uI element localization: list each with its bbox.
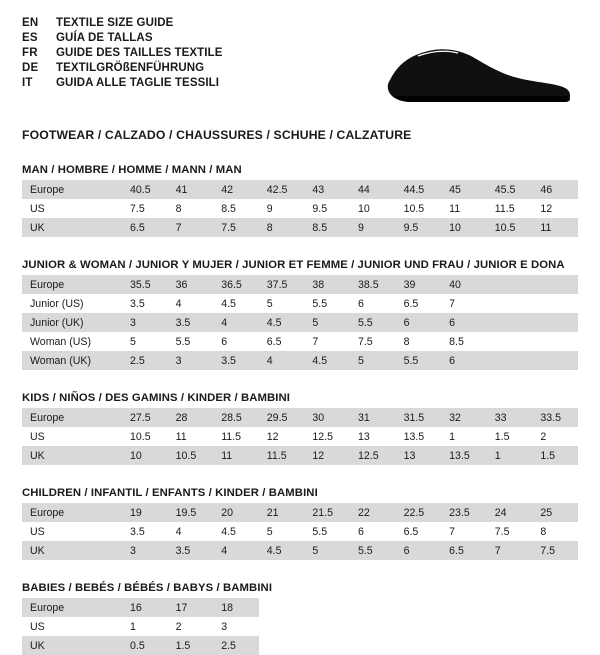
size-cell: 23.5 <box>441 503 487 522</box>
size-cell: 3.5 <box>168 313 214 332</box>
size-cell: 6 <box>396 541 442 560</box>
size-cell: 1 <box>122 617 168 636</box>
size-cell: 42.5 <box>259 180 305 199</box>
size-cell: 22 <box>350 503 396 522</box>
size-cell: 6 <box>350 294 396 313</box>
size-cell: 31.5 <box>396 408 442 427</box>
size-cell: 40 <box>441 275 487 294</box>
size-table-kids <box>22 408 578 465</box>
size-cell: 8.5 <box>304 218 350 237</box>
size-cell: 37.5 <box>259 275 305 294</box>
size-cell: 3 <box>122 541 168 560</box>
table-row <box>22 636 578 655</box>
size-cell <box>487 294 533 313</box>
size-cell-empty <box>441 636 487 655</box>
language-code: EN <box>22 17 39 29</box>
size-cell: 6.5 <box>396 294 442 313</box>
size-cell: 6 <box>441 313 487 332</box>
table-row <box>22 503 578 522</box>
row-label: Europe <box>22 503 122 522</box>
table-row <box>22 313 578 332</box>
size-cell: 10 <box>122 446 168 465</box>
size-cell: 7 <box>487 541 533 560</box>
language-title: GUIDA ALLE TAGLIE TESSILI <box>56 77 220 89</box>
row-label: UK <box>22 636 122 655</box>
size-cell: 4.5 <box>304 351 350 370</box>
language-row <box>22 18 223 33</box>
size-cell-empty <box>304 598 350 617</box>
size-cell <box>487 332 533 351</box>
size-cell: 4.5 <box>259 541 305 560</box>
size-cell-empty <box>487 598 533 617</box>
size-cell-empty <box>350 617 396 636</box>
size-cell: 19.5 <box>168 503 214 522</box>
size-cell: 9.5 <box>396 218 442 237</box>
language-code: FR <box>22 47 38 59</box>
size-cell: 7 <box>441 294 487 313</box>
size-cell: 5.5 <box>350 541 396 560</box>
row-label: US <box>22 427 122 446</box>
header <box>22 18 578 122</box>
size-cell: 32 <box>441 408 487 427</box>
size-cell-empty <box>487 617 533 636</box>
size-cell: 4 <box>213 313 259 332</box>
size-cell: 6.5 <box>122 218 168 237</box>
size-cell: 44.5 <box>396 180 442 199</box>
language-title: GUÍA DE TALLAS <box>56 32 153 44</box>
size-cell: 12.5 <box>304 427 350 446</box>
size-cell: 11.5 <box>213 427 259 446</box>
language-code: ES <box>22 32 38 44</box>
size-cell: 21.5 <box>304 503 350 522</box>
size-cell: 5 <box>350 351 396 370</box>
size-cell: 4 <box>259 351 305 370</box>
size-cell-empty <box>259 598 305 617</box>
size-cell: 17 <box>168 598 214 617</box>
size-cell: 11 <box>532 218 578 237</box>
row-label: Europe <box>22 180 122 199</box>
block-title: CHILDREN / INFANTIL / ENFANTS / KINDER / BAMBINI <box>22 487 318 499</box>
size-cell: 5 <box>122 332 168 351</box>
size-cell: 7.5 <box>487 522 533 541</box>
size-table-body <box>22 503 578 560</box>
size-cell: 4.5 <box>213 294 259 313</box>
size-cell: 4 <box>168 522 214 541</box>
size-cell: 1 <box>441 427 487 446</box>
size-cell-empty <box>304 617 350 636</box>
size-cell: 5 <box>259 522 305 541</box>
table-row <box>22 522 578 541</box>
size-cell: 7 <box>168 218 214 237</box>
size-cell: 13.5 <box>396 427 442 446</box>
row-label: UK <box>22 446 122 465</box>
size-cell: 43 <box>304 180 350 199</box>
size-cell: 5.5 <box>168 332 214 351</box>
size-cell: 8.5 <box>441 332 487 351</box>
table-row <box>22 218 578 237</box>
size-block-kids <box>22 392 578 465</box>
size-cell: 9.5 <box>304 199 350 218</box>
size-cell: 5.5 <box>396 351 442 370</box>
size-cell: 30 <box>304 408 350 427</box>
size-cell-empty <box>259 636 305 655</box>
size-cell: 12 <box>259 427 305 446</box>
size-cell: 4 <box>213 541 259 560</box>
size-cell: 6 <box>441 351 487 370</box>
language-title-table <box>22 18 223 93</box>
size-cell: 19 <box>122 503 168 522</box>
size-cell: 10 <box>441 218 487 237</box>
size-cell-empty <box>396 598 442 617</box>
size-cell: 38 <box>304 275 350 294</box>
size-cell: 21 <box>259 503 305 522</box>
size-cell: 3.5 <box>122 522 168 541</box>
size-cell <box>487 313 533 332</box>
size-cell: 33 <box>487 408 533 427</box>
size-cell: 6 <box>396 313 442 332</box>
size-cell <box>487 275 533 294</box>
size-table-body <box>22 408 578 465</box>
block-title: KIDS / NIÑOS / DES GAMINS / KINDER / BAMBINI <box>22 392 291 404</box>
size-cell: 6 <box>213 332 259 351</box>
language-row <box>22 48 223 63</box>
row-label: Woman (UK) <box>22 351 122 370</box>
size-cell-empty <box>396 636 442 655</box>
size-cell: 2.5 <box>213 636 259 655</box>
size-cell: 2 <box>168 617 214 636</box>
size-block-children <box>22 487 578 560</box>
table-row <box>22 180 578 199</box>
size-cell: 1.5 <box>487 427 533 446</box>
size-cell: 10.5 <box>168 446 214 465</box>
size-cell: 28.5 <box>213 408 259 427</box>
size-cell: 13 <box>350 427 396 446</box>
size-cell: 1 <box>487 446 533 465</box>
size-cell: 6.5 <box>396 522 442 541</box>
size-cell-empty <box>441 617 487 636</box>
size-cell: 7.5 <box>213 218 259 237</box>
size-cell: 9 <box>259 199 305 218</box>
row-label: Junior (US) <box>22 294 122 313</box>
table-row <box>22 408 578 427</box>
size-cell: 3 <box>213 617 259 636</box>
size-cell: 9 <box>350 218 396 237</box>
size-cell-empty <box>304 636 350 655</box>
table-row <box>22 294 578 313</box>
size-table-junior-woman <box>22 275 578 370</box>
size-cell: 4.5 <box>213 522 259 541</box>
size-cell: 25 <box>532 503 578 522</box>
row-label: US <box>22 617 122 636</box>
size-cell: 11 <box>168 427 214 446</box>
row-label: Woman (US) <box>22 332 122 351</box>
size-cell: 11 <box>441 199 487 218</box>
size-cell <box>487 351 533 370</box>
size-cell: 0.5 <box>122 636 168 655</box>
size-cell: 31 <box>350 408 396 427</box>
size-cell: 12 <box>532 199 578 218</box>
row-label: US <box>22 522 122 541</box>
size-block-junior-woman <box>22 259 578 370</box>
table-row <box>22 199 578 218</box>
size-cell: 38.5 <box>350 275 396 294</box>
size-cell: 45.5 <box>487 180 533 199</box>
size-table-babies <box>22 598 578 655</box>
size-cell: 45 <box>441 180 487 199</box>
size-cell: 28 <box>168 408 214 427</box>
size-cell: 5 <box>304 313 350 332</box>
size-block-man <box>22 164 578 237</box>
size-cell-empty <box>441 598 487 617</box>
size-cell: 20 <box>213 503 259 522</box>
size-cell: 46 <box>532 180 578 199</box>
size-cell: 3.5 <box>213 351 259 370</box>
table-row <box>22 446 578 465</box>
language-title: GUIDE DES TAILLES TEXTILE <box>56 47 223 59</box>
size-cell-empty <box>532 617 578 636</box>
size-cell <box>532 332 578 351</box>
table-row <box>22 351 578 370</box>
size-cell: 22.5 <box>396 503 442 522</box>
size-cell: 3.5 <box>168 541 214 560</box>
size-cell: 10.5 <box>487 218 533 237</box>
language-row <box>22 78 223 93</box>
size-cell: 42 <box>213 180 259 199</box>
size-cell: 3 <box>122 313 168 332</box>
size-cell: 12.5 <box>350 446 396 465</box>
block-title: MAN / HOMBRE / HOMME / MANN / MAN <box>22 164 242 176</box>
table-row <box>22 617 578 636</box>
size-cell: 4.5 <box>259 313 305 332</box>
size-cell-empty <box>532 636 578 655</box>
size-cell: 35.5 <box>122 275 168 294</box>
size-cell: 8.5 <box>213 199 259 218</box>
table-row <box>22 332 578 351</box>
table-row <box>22 598 578 617</box>
size-cell-empty <box>487 636 533 655</box>
size-cell: 7 <box>441 522 487 541</box>
size-cell <box>532 313 578 332</box>
size-cell: 40.5 <box>122 180 168 199</box>
row-label: Junior (UK) <box>22 313 122 332</box>
size-table-body <box>22 180 578 237</box>
row-label: Europe <box>22 275 122 294</box>
size-cell: 8 <box>168 199 214 218</box>
size-cell: 13.5 <box>441 446 487 465</box>
size-cell: 2 <box>532 427 578 446</box>
language-code: DE <box>22 62 39 74</box>
row-label: UK <box>22 218 122 237</box>
size-cell: 7 <box>304 332 350 351</box>
row-label: US <box>22 199 122 218</box>
size-cell-empty <box>259 617 305 636</box>
size-cell: 5.5 <box>304 522 350 541</box>
size-cell: 7.5 <box>532 541 578 560</box>
size-cell: 7.5 <box>122 199 168 218</box>
category-title: FOOTWEAR / CALZADO / CHAUSSURES / SCHUHE / CALZATURE <box>22 128 412 142</box>
block-title: JUNIOR & WOMAN / JUNIOR Y MUJER / JUNIOR ET FEMME / JUNIOR UND FRAU / JUNIOR E DONA <box>22 259 565 271</box>
size-cell: 8 <box>396 332 442 351</box>
size-cell: 8 <box>532 522 578 541</box>
size-cell: 3 <box>168 351 214 370</box>
size-cell: 6.5 <box>441 541 487 560</box>
size-cell: 6 <box>350 522 396 541</box>
size-cell: 11.5 <box>259 446 305 465</box>
size-cell: 36.5 <box>213 275 259 294</box>
size-cell <box>532 351 578 370</box>
size-cell: 11 <box>213 446 259 465</box>
size-cell: 3.5 <box>122 294 168 313</box>
block-title: BABIES / BEBÉS / BÉBÉS / BABYS / BAMBINI <box>22 582 273 594</box>
size-cell: 33.5 <box>532 408 578 427</box>
size-cell: 2.5 <box>122 351 168 370</box>
size-cell: 29.5 <box>259 408 305 427</box>
size-cell <box>532 275 578 294</box>
language-title: TEXTILE SIZE GUIDE <box>56 17 174 29</box>
table-row <box>22 541 578 560</box>
language-title-body <box>22 18 223 93</box>
size-cell: 27.5 <box>122 408 168 427</box>
size-cell: 6.5 <box>259 332 305 351</box>
table-row <box>22 275 578 294</box>
table-row <box>22 427 578 446</box>
language-row <box>22 33 223 48</box>
size-cell: 5 <box>304 541 350 560</box>
row-label: Europe <box>22 598 122 617</box>
row-label: Europe <box>22 408 122 427</box>
size-cell: 7.5 <box>350 332 396 351</box>
size-table-body <box>22 275 578 370</box>
size-cell: 10.5 <box>122 427 168 446</box>
size-cell: 10 <box>350 199 396 218</box>
size-table-man <box>22 180 578 237</box>
size-cell: 12 <box>304 446 350 465</box>
size-cell: 24 <box>487 503 533 522</box>
size-cell: 10.5 <box>396 199 442 218</box>
size-cell: 11.5 <box>487 199 533 218</box>
size-cell: 13 <box>396 446 442 465</box>
dress-shoe-icon <box>382 34 572 108</box>
size-cell: 1.5 <box>532 446 578 465</box>
size-cell-empty <box>532 598 578 617</box>
size-cell: 44 <box>350 180 396 199</box>
size-cell: 18 <box>213 598 259 617</box>
size-cell: 41 <box>168 180 214 199</box>
size-cell: 5.5 <box>304 294 350 313</box>
row-label: UK <box>22 541 122 560</box>
size-cell: 8 <box>259 218 305 237</box>
size-cell: 1.5 <box>168 636 214 655</box>
language-code: IT <box>22 77 33 89</box>
size-cell: 5.5 <box>350 313 396 332</box>
size-cell: 36 <box>168 275 214 294</box>
size-cell: 16 <box>122 598 168 617</box>
language-row <box>22 63 223 78</box>
size-cell-empty <box>350 598 396 617</box>
size-cell-empty <box>396 617 442 636</box>
size-cell: 5 <box>259 294 305 313</box>
size-cell <box>532 294 578 313</box>
size-table-body <box>22 598 578 655</box>
size-block-babies <box>22 582 578 655</box>
size-cell-empty <box>350 636 396 655</box>
size-table-children <box>22 503 578 560</box>
language-title: TEXTILGRÖßENFÜHRUNG <box>56 62 205 74</box>
size-cell: 4 <box>168 294 214 313</box>
size-cell: 39 <box>396 275 442 294</box>
